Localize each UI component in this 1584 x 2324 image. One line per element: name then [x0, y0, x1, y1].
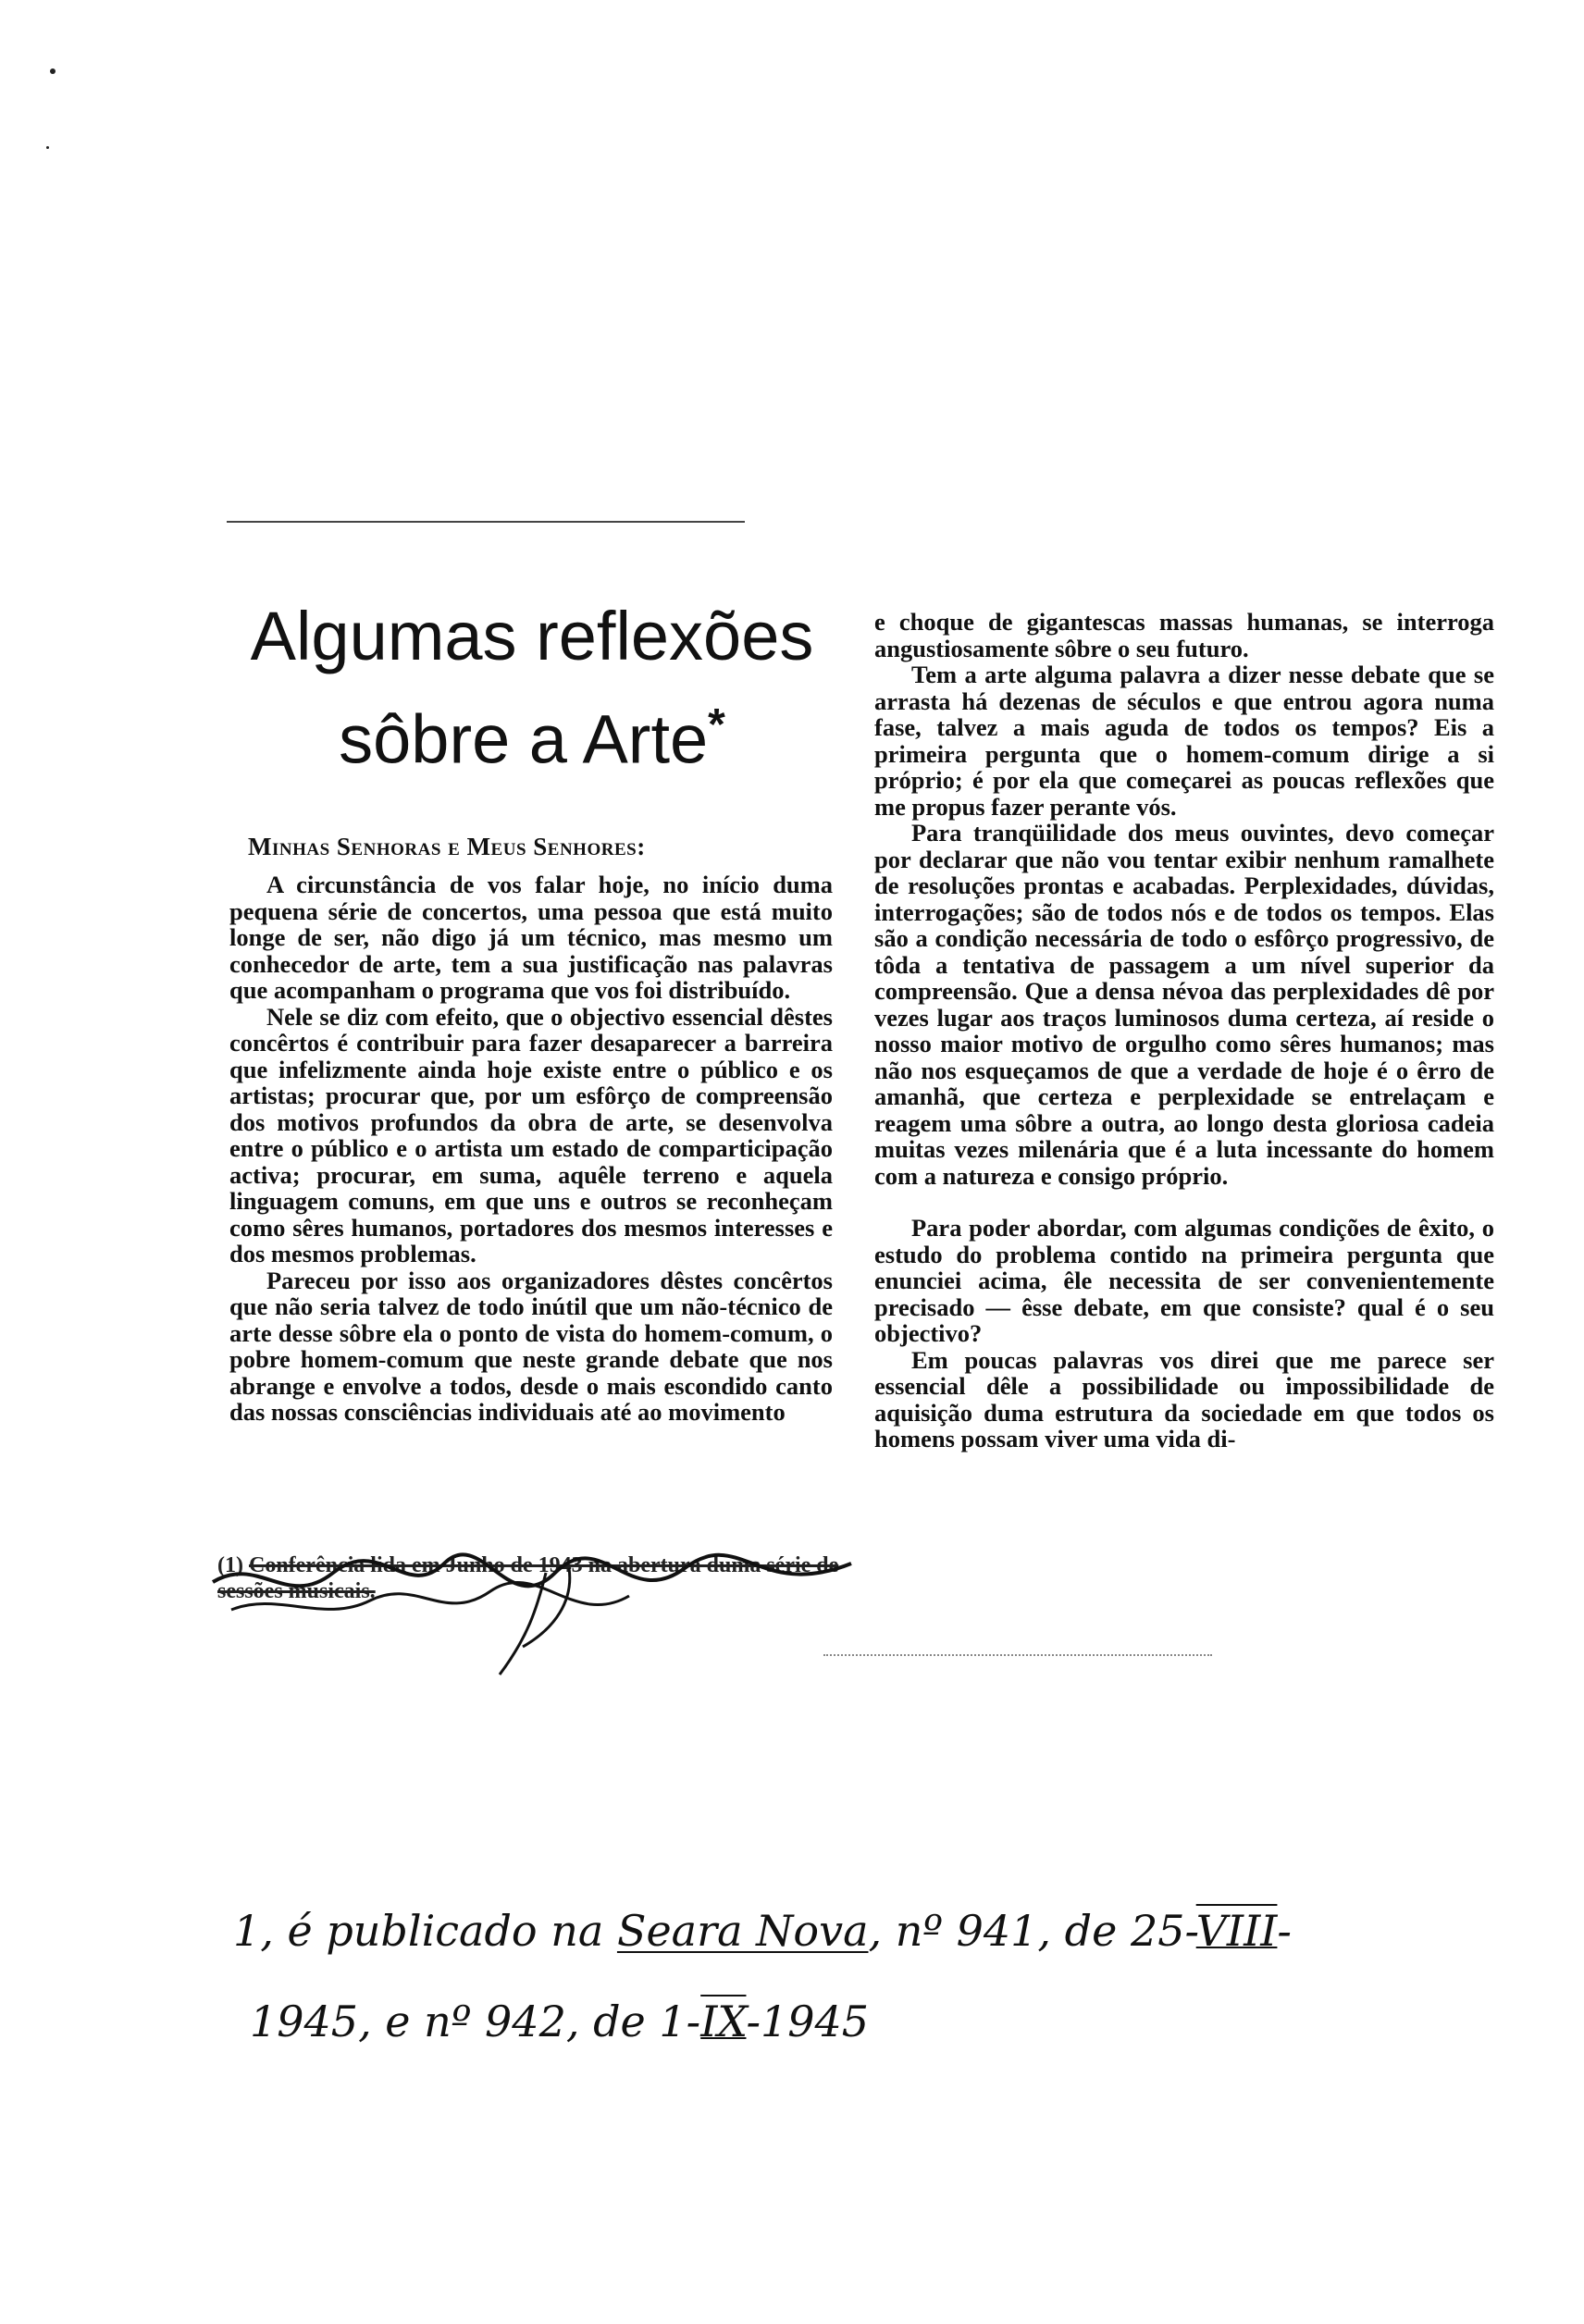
bottom-rule: [823, 1654, 1212, 1656]
salutation: Minhas Senhoras e Meus Senhores:: [248, 833, 646, 860]
title-line-2: sôbre a Arte: [339, 700, 709, 778]
handwritten-journal: Seara Nova: [616, 1906, 869, 1956]
paragraph: Em poucas palavras vos direi que me parece ser essencial dêle a possibilidade ou impossibilidade de aquisição duma estrutura da sociedade em que todos os homens possam viver uma vida di-: [874, 1345, 1494, 1452]
handwritten-year: -1945: [746, 1996, 870, 2046]
paragraph: Pareceu por isso aos organizadores dêstes concêrtos que não seria talvez de todo inútil que um não-técnico de arte desse sôbre ela o ponto de vista do homem-comum, o pobre homem-comum que neste grande debate que nos abrange e envolve a todos, desde o mais escondido canto das nossas consciências individuais até ao movimento: [229, 1266, 833, 1426]
handwritten-month: VIII: [1195, 1906, 1278, 1956]
paragraph: Para tranqüilidade dos meus ouvintes, devo começar por declarar que não vou tentar exibir nenhum ramalhete de resoluções prontas e acabadas. Perplexidades, dúvidas, interrogações; são de todos nós e de todos os tempos. Elas são a condição necessária de todo o esfôrço progressivo, de tôda a tentativa de passagem a um nível superior da compreensão. Que a densa névoa das perplexidades dê por vezes lugar aos traços luminosos duma certeza, aí reside o nosso maior motivo de orgulho como sêres humanos; mas não nos esqueçamos de que a verdade de hoje é o êrro de amanhã, que certeza e perplexidade se entrelaçam e reagem uma sôbre a outra, ao longo desta gloriosa cadeia muitas vezes milenária que é a luta incessante do homem com a natureza e consigo próprio.: [874, 819, 1494, 1190]
handwritten-second-issue: 1945, e nº 942, de 1-: [250, 1996, 701, 2046]
title-line-1: Algumas reflexões: [250, 598, 814, 674]
right-column: [874, 609, 1494, 1452]
title-footnote-mark: *: [708, 700, 725, 749]
handwritten-issue: , nº 941, de 25-: [868, 1906, 1196, 1956]
page-speck: [46, 146, 49, 149]
handwritten-line-1: [233, 1906, 1292, 1956]
top-rule: [227, 521, 745, 523]
paragraph: Nele se diz com efeito, que o objectivo essencial dêstes concêrtos é contribuir para fazer desaparecer a barreira que infelizmente ainda hoje existe entre o público e os artistas; procurar que, por um esfôrço de compreensão dos motivos profundos da obra de arte, se desenvolva entre o público e o artista um estado de comparticipação activa; procurar, em suma, aquêle terreno e aquela linguagem comuns, em que uns e outros se reconheçam como sêres humanos, portadores dos mesmos interesses e dos mesmos problemas.: [229, 1002, 833, 1267]
handwritten-dash: -: [1277, 1906, 1292, 1956]
left-column: [229, 872, 833, 1426]
paragraph: e choque de gigantescas massas humanas, se interroga angustiosamente sôbre o seu futuro.: [874, 608, 1494, 662]
footnote-marker: (1): [217, 1553, 243, 1577]
crossout-scribble: [204, 1536, 870, 1684]
handwritten-month: IX: [700, 1996, 747, 2046]
article-title: [231, 592, 833, 785]
paragraph: Tem a arte alguma palavra a dizer nesse debate que se arrasta há dezenas de séculos e que entrou agora numa fase, talvez a mais aguda de todos os tempos? Eis a primeira pergunta que o homem-comum dirige a si próprio; é por ela que começarei as poucas reflexões que me propus fazer perante vós.: [874, 661, 1494, 821]
paragraph: Para poder abordar, com algumas condições de êxito, o estudo do problema contido na primeira pergunta que enunciei acima, êle necessita de ser convenientemente precisado — êsse debate, em que consiste? qual é o seu objectivo?: [874, 1214, 1494, 1347]
page-speck: [50, 68, 56, 74]
paragraph: A circunstância de vos falar hoje, no início duma pequena série de concertos, uma pessoa que está muito longe de ser, não digo já um técnico, mas mesmo um conhecedor de arte, tem a sua justificação nas palavras que acompanham o programa que vos foi distribuído.: [229, 871, 833, 1004]
handwritten-prefix: 1, é publicado na: [233, 1906, 604, 1956]
handwritten-line-2: [250, 1996, 869, 2046]
footnote-text: Conferência lida em Junho de 1943 na abertura duma série de sessões musicais.: [217, 1553, 839, 1603]
